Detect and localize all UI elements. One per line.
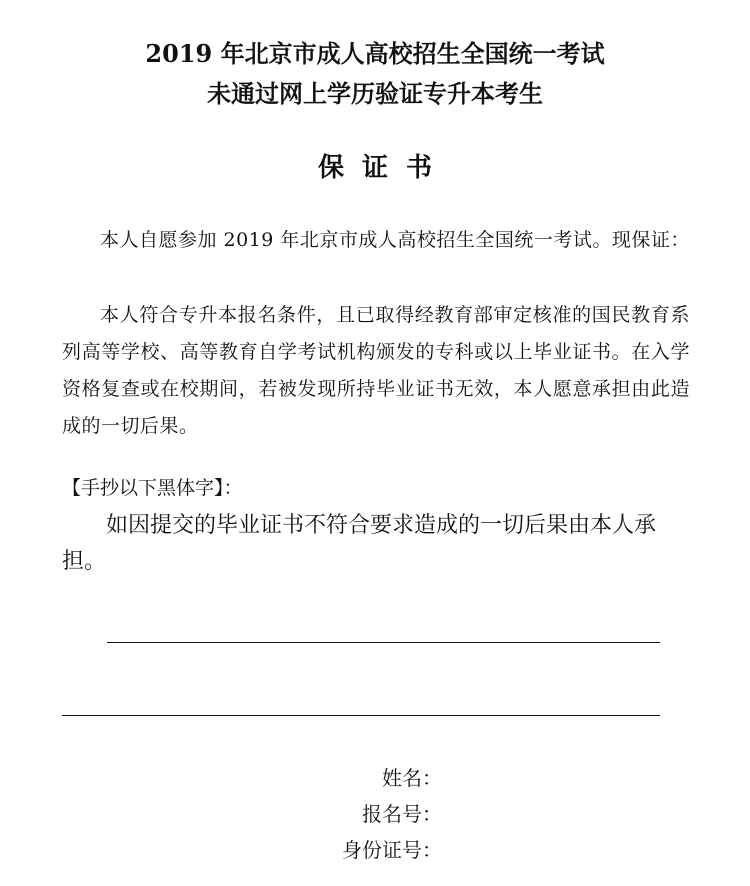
registration-number-field-label: 报名号： bbox=[362, 802, 442, 826]
handwriting-line-1[interactable] bbox=[107, 642, 660, 643]
document-heading: 保证书 bbox=[317, 153, 450, 183]
document-title-line-2: 未通过网上学历验证专升本考生 bbox=[207, 79, 543, 108]
pledge-intro-paragraph: 本人自愿参加 2019 年北京市成人高校招生全国统一考试。现保证： bbox=[100, 229, 690, 251]
name-field-label: 姓名： bbox=[382, 766, 442, 790]
document-title-line-1: 2019 年北京市成人高校招生全国统一考试 bbox=[145, 39, 605, 68]
handwrite-statement-text: 如因提交的毕业证书不符合要求造成的一切后果由本人承担。 bbox=[62, 513, 657, 574]
handwriting-line-2[interactable] bbox=[62, 715, 660, 716]
id-number-field-label: 身份证号： bbox=[342, 838, 442, 862]
handwrite-instruction-label: 【手抄以下黑体字】： bbox=[62, 477, 243, 499]
pledge-body-paragraph: 本人符合专升本报名条件，且已取得经教育部审定核准的国民教育系列高等学校、高等教育自学考试机构颁发的专科或以上毕业证书。在入学资格复查或在校期间，若被发现所持毕业证书无效，本人愿意承担由此造成的一切后果。 bbox=[62, 304, 690, 437]
